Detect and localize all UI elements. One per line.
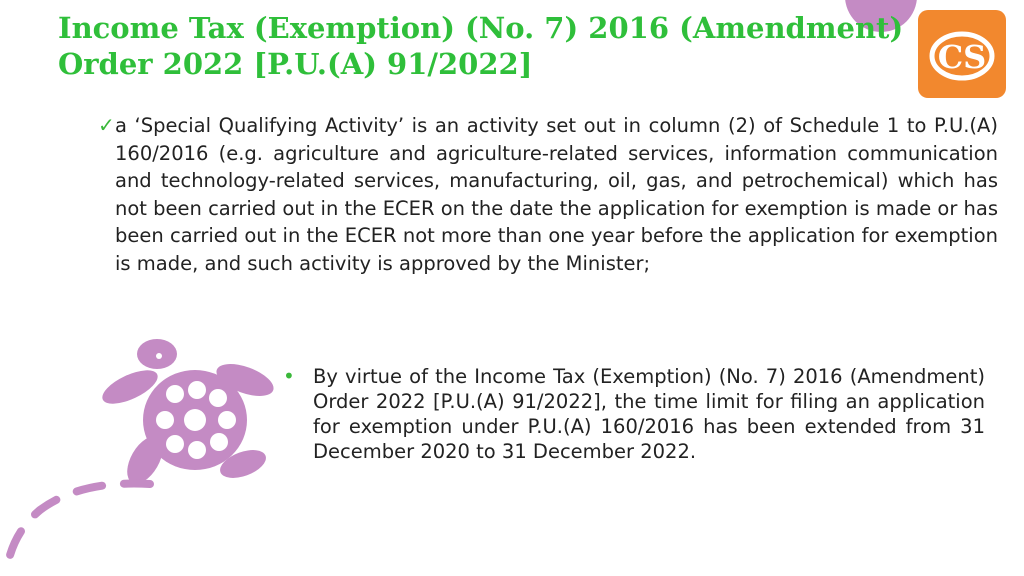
bullet-icon: • — [283, 364, 295, 388]
slide-title — [58, 10, 904, 82]
title-line-2: Order 2022 [P.U.(A) 91/2022] — [58, 47, 533, 81]
checkmark-icon: ✓ — [98, 113, 115, 137]
paragraph-2 — [283, 364, 985, 464]
paragraph-1-text: a ‘Special Qualifying Activity’ is an activity set out in column (2) of Schedule 1 to P.U.(A) 160/2016 (e.g. agriculture and agriculture-related services, information communication and technology-related services, manufacturing, oil, gas, and petrochemical) which has not been carried out in the ECER on the date the application for exemption is made or has been carried out in the ECER not more than one year before the application for exemption is made, and such activity is approved by the Minister; — [115, 114, 998, 275]
cs-logo-text: CS — [937, 38, 987, 76]
title-line-1: Income Tax (Exemption) (No. 7) 2016 (Amendment) — [58, 11, 904, 45]
cs-logo-graphic — [918, 10, 1006, 98]
decorative-dashed-path — [0, 470, 160, 576]
cs-logo — [918, 10, 1006, 98]
paragraph-1 — [98, 112, 998, 278]
paragraph-2-text: By virtue of the Income Tax (Exemption) (No. 7) 2016 (Amendment) Order 2022 [P.U.(A) 91/2022], the time limit for filing an application for exemption under P.U.(A) 160/2016 has been extended from 31 December 2020 to 31 December 2022. — [313, 365, 985, 463]
